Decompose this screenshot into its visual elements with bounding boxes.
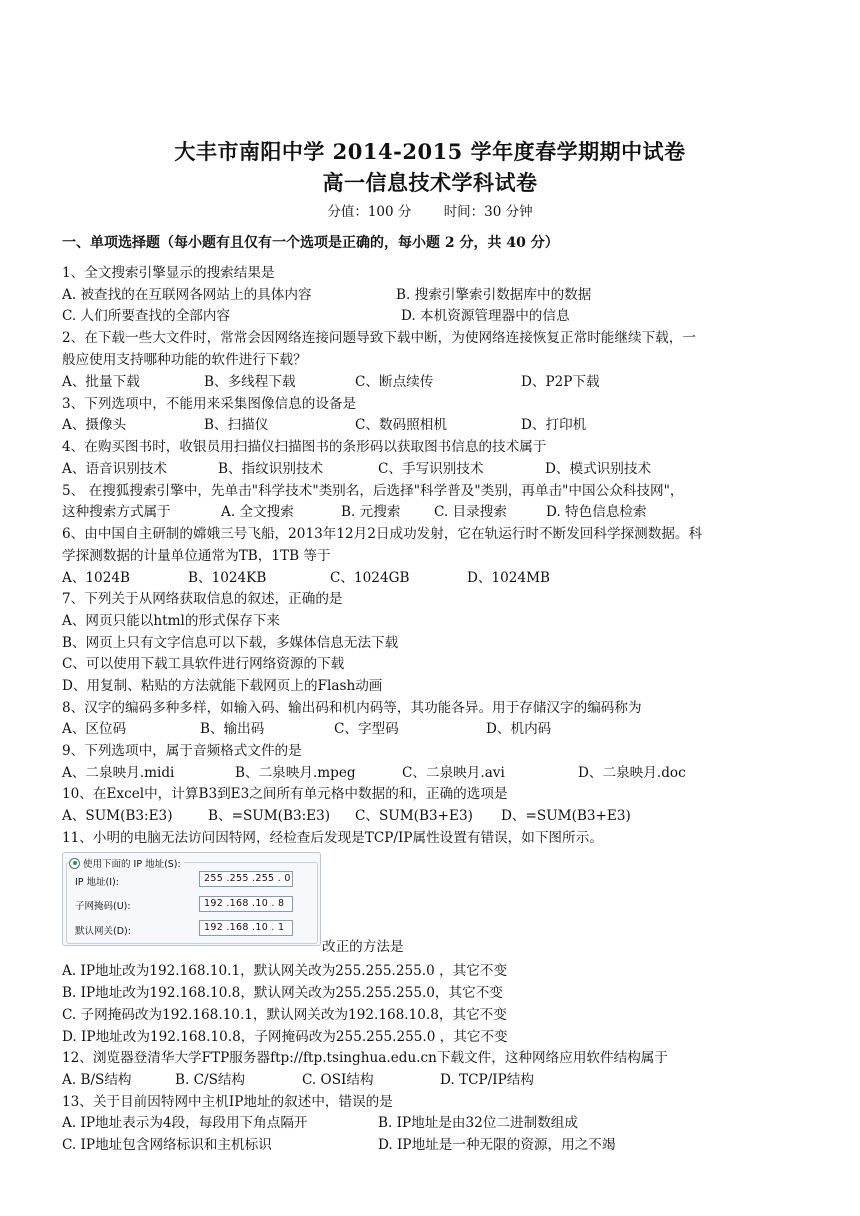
subnet-mask-field: 192 .168 .10 . 8: [199, 896, 293, 912]
q11-option-d: D. IP地址改为192.168.10.8，子网掩码改为255.255.255.0 ，其它不变: [62, 1029, 508, 1045]
q7-option-a: A、网页只能以html的形式保存下来: [62, 613, 280, 629]
q4-option-a: A、语音识别技术: [62, 461, 167, 477]
question-10-stem: 10、在Excel中，计算B3到E3之间所有单元格中数据的和，正确的选项是: [62, 786, 508, 802]
q12-option-c: C. OSI结构: [302, 1072, 374, 1088]
section-heading: 一、单项选择题（每小题有且仅有一个选项是正确的，每小题 2 分，共 40 分）: [62, 235, 559, 251]
q9-option-c: C、二泉映月.avi: [402, 765, 505, 781]
radio-selected-icon: [69, 858, 80, 869]
use-following-ip-radio: [69, 856, 184, 870]
q5-option-d: D. 特色信息检索: [546, 504, 647, 520]
q4-option-c: C、手写识别技术: [378, 461, 484, 477]
q12-option-d: D. TCP/IP结构: [440, 1072, 534, 1088]
q6-option-b: B、1024KB: [188, 570, 267, 586]
q5-option-b: B. 元搜索: [341, 504, 401, 520]
question-6-stem-line1: 6、由中国自主研制的嫦娥三号飞船，2013年12月2日成功发射，它在轨运行时不断发回科学探测数据。科: [62, 526, 703, 542]
q12-option-a: A. B/S结构: [62, 1072, 132, 1088]
q1-option-a: A. 被查找的在互联网各网站上的具体内容: [62, 287, 312, 303]
q2-option-b: B、多线程下载: [204, 374, 296, 390]
q11-option-b: B. IP地址改为192.168.10.8，默认网关改为255.255.255.0，其它不变: [62, 985, 503, 1001]
q8-option-b: B、输出码: [200, 721, 265, 737]
question-8-stem: 8、汉字的编码多种多样，如输入码、输出码和机内码等，其功能各异。用于存储汉字的编码称为: [62, 700, 642, 716]
ip-address-field: 255 .255 .255 . 0: [199, 871, 293, 887]
q8-option-a: A、区位码: [62, 721, 127, 737]
q1-option-b: B. 搜索引擎索引数据库中的数据: [396, 287, 592, 303]
q4-option-b: B、指纹识别技术: [218, 461, 324, 477]
q10-option-d: D、=SUM(B3+E3): [501, 808, 631, 824]
q3-option-b: B、扫描仪: [204, 417, 269, 433]
q7-option-d: D、用复制、粘贴的方法就能下载网页上的Flash动画: [62, 678, 383, 694]
q7-option-c: C、可以使用下载工具软件进行网络资源的下载: [62, 656, 345, 672]
q3-option-c: C、数码照相机: [355, 417, 447, 433]
q12-option-b: B. C/S结构: [175, 1072, 246, 1088]
q7-option-b: B、网页上只有文字信息可以下载，多媒体信息无法下载: [62, 635, 399, 651]
q13-option-b: B. IP地址是由32位二进制数组成: [378, 1115, 578, 1131]
q3-option-a: A、摄像头: [62, 417, 127, 433]
question-12-stem: 12、浏览器登清华大学FTP服务器ftp://ftp.tsinghua.edu.cn下载文件，这种网络应用软件结构属于: [62, 1050, 668, 1066]
question-2-stem-line1: 2、在下载一些大文件时，常常会因网络连接问题导致下载中断，为使网络连接恢复正常时能继续下载，一: [62, 330, 696, 346]
question-11-fix-prompt: 改正的方法是: [322, 939, 404, 955]
question-7-stem: 7、下列关于从网络获取信息的叙述，正确的是: [62, 591, 343, 607]
q2-option-d: D、P2P下载: [521, 374, 600, 390]
q6-option-a: A、1024B: [62, 570, 130, 586]
ip-settings-dialog-image: [62, 852, 321, 946]
question-6-stem-line2: 学探测数据的计量单位通常为TB，1TB 等于: [62, 548, 331, 564]
q10-option-b: B、=SUM(B3:E3): [208, 808, 331, 824]
time-label: 时间：30 分钟: [443, 204, 533, 220]
question-1-stem: 1、全文搜索引擎显示的搜索结果是: [62, 265, 275, 281]
q5-option-a: A. 全文搜索: [221, 504, 294, 520]
q5-stem-tail: 这种搜索方式属于: [62, 504, 171, 520]
q11-option-c: C. 子网掩码改为192.168.10.1，默认网关改为192.168.10.8，其它不变: [62, 1007, 507, 1023]
q3-option-d: D、打印机: [521, 417, 587, 433]
q13-option-a: A. IP地址表示为4段，每段用下角点隔开: [62, 1115, 308, 1131]
q8-option-d: D、机内码: [486, 721, 552, 737]
q6-option-c: C、1024GB: [330, 570, 410, 586]
default-gateway-field: 192 .168 .10 . 1: [199, 920, 293, 936]
q2-option-a: A、批量下载: [62, 374, 140, 390]
subnet-mask-label: 子网掩码(U):: [75, 901, 131, 912]
question-9-stem: 9、下列选项中，属于音频格式文件的是: [62, 743, 302, 759]
q6-option-d: D、1024MB: [467, 570, 550, 586]
default-gateway-label: 默认网关(D):: [75, 926, 131, 937]
q1-option-d: D. 本机资源管理器中的信息: [401, 308, 570, 324]
question-5-stem-line1: 5、 在搜狐搜索引擎中，先单击"科学技术"类别名，后选择"科学普及"类别，再单击"中国公众科技网"，: [62, 483, 684, 499]
q9-option-a: A、二泉映月.midi: [62, 765, 175, 781]
question-4-stem: 4、在购买图书时，收银员用扫描仪扫描图书的条形码以获取图书信息的技术属于: [62, 439, 547, 455]
question-3-stem: 3、下列选项中，不能用来采集图像信息的设备是: [62, 396, 357, 412]
ip-address-label: IP 地址(I):: [75, 877, 119, 888]
q11-option-a: A. IP地址改为192.168.10.1，默认网关改为255.255.255.0 ，其它不变: [62, 963, 508, 979]
q13-option-c: C. IP地址包含网络标识和主机标识: [62, 1137, 272, 1153]
q8-option-c: C、字型码: [334, 721, 399, 737]
q1-option-c: C. 人们所要查找的全部内容: [62, 308, 231, 324]
q13-option-d: D. IP地址是一种无限的资源，用之不竭: [378, 1137, 616, 1153]
q9-option-d: D、二泉映月.doc: [578, 765, 686, 781]
radio-label: 使用下面的 IP 地址(S):: [83, 859, 181, 870]
question-2-stem-line2: 般应使用支持哪种功能的软件进行下载？: [62, 352, 307, 368]
q10-option-a: A、SUM(B3:E3): [62, 808, 173, 824]
question-13-stem: 13、关于目前因特网中主机IP地址的叙述中，错误的是: [62, 1094, 393, 1110]
q9-option-b: B、二泉映月.mpeg: [235, 765, 356, 781]
score-label: 分值：100 分: [327, 204, 412, 220]
q4-option-d: D、模式识别技术: [545, 461, 652, 477]
question-11-stem: 11、小明的电脑无法访问因特网，经检查后发现是TCP/IP属性设置有错误，如下图所示。: [62, 830, 603, 846]
q5-option-c: C. 目录搜索: [434, 504, 507, 520]
exam-subtitle: 高一信息技术学科试卷: [322, 170, 538, 195]
q2-option-c: C、断点续传: [355, 374, 434, 390]
exam-title: 大丰市南阳中学 2014-2015 学年度春学期期中试卷: [174, 139, 686, 164]
q10-option-c: C、SUM(B3+E3): [355, 808, 473, 824]
exam-meta: [0, 200, 860, 220]
